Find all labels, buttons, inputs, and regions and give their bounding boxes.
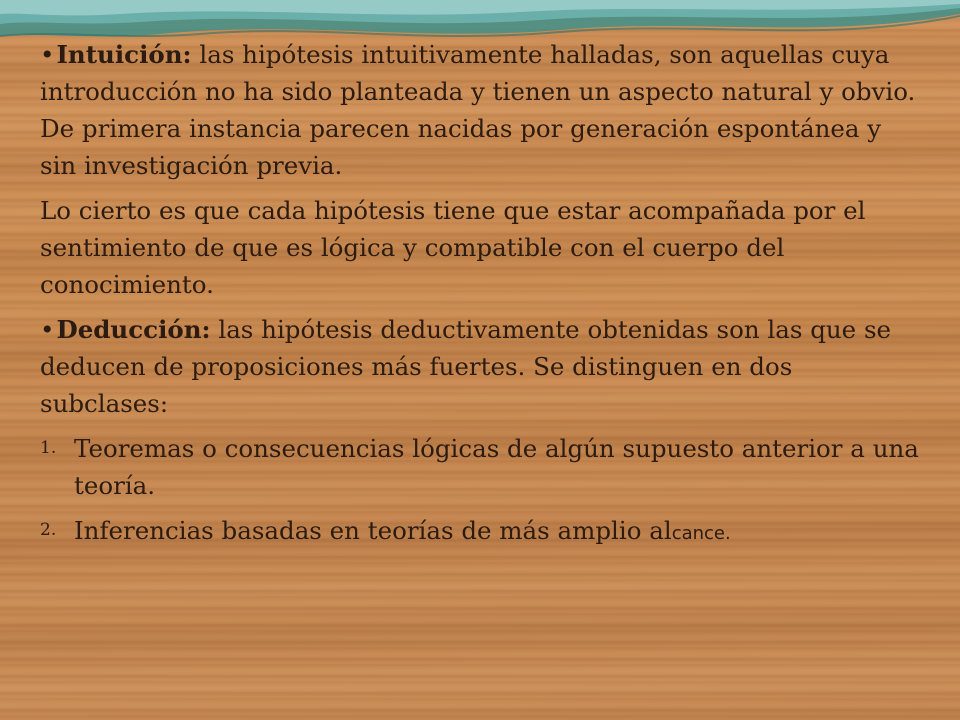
list-number-2: 2. — [40, 520, 57, 540]
text-conclusion: Lo cierto es que cada hipótesis tiene que estar acompañada por el sentimiento de que es lógica y compatible con el cuerpo del conocimiento. — [40, 196, 866, 299]
text-intuicion: las hipótesis intuitivamente halladas, son aquellas cuya introducción no ha sido planteada y tienen un aspecto natural y obvio. De primera instancia parecen nacidas por generación espontánea y sin investigación previa. — [40, 40, 916, 180]
text-deduccion: las hipótesis deductivamente obtenidas son las que se deducen de proposiciones más fuertes. Se distinguen en dos subclases: — [40, 315, 892, 418]
paragraph-deduccion — [40, 311, 920, 422]
paragraph-intuicion — [40, 36, 920, 184]
list-text-1: Teoremas o consecuencias lógicas de algún supuesto anterior a una teoría. — [74, 434, 919, 500]
paragraph-conclusion — [40, 192, 920, 303]
list-text-2-wrapper — [74, 512, 920, 552]
slide-content — [40, 36, 920, 560]
list-number-1: 1. — [40, 438, 57, 458]
term-deduccion: Deducción: — [56, 315, 211, 344]
term-intuicion: Intuición: — [56, 40, 192, 69]
list-text-2-tail: cance. — [671, 523, 731, 544]
list-item-1 — [40, 430, 920, 504]
list-text-2: Inferencias basadas en teorías de más amplio al — [74, 516, 672, 545]
list-item-2 — [40, 512, 920, 552]
